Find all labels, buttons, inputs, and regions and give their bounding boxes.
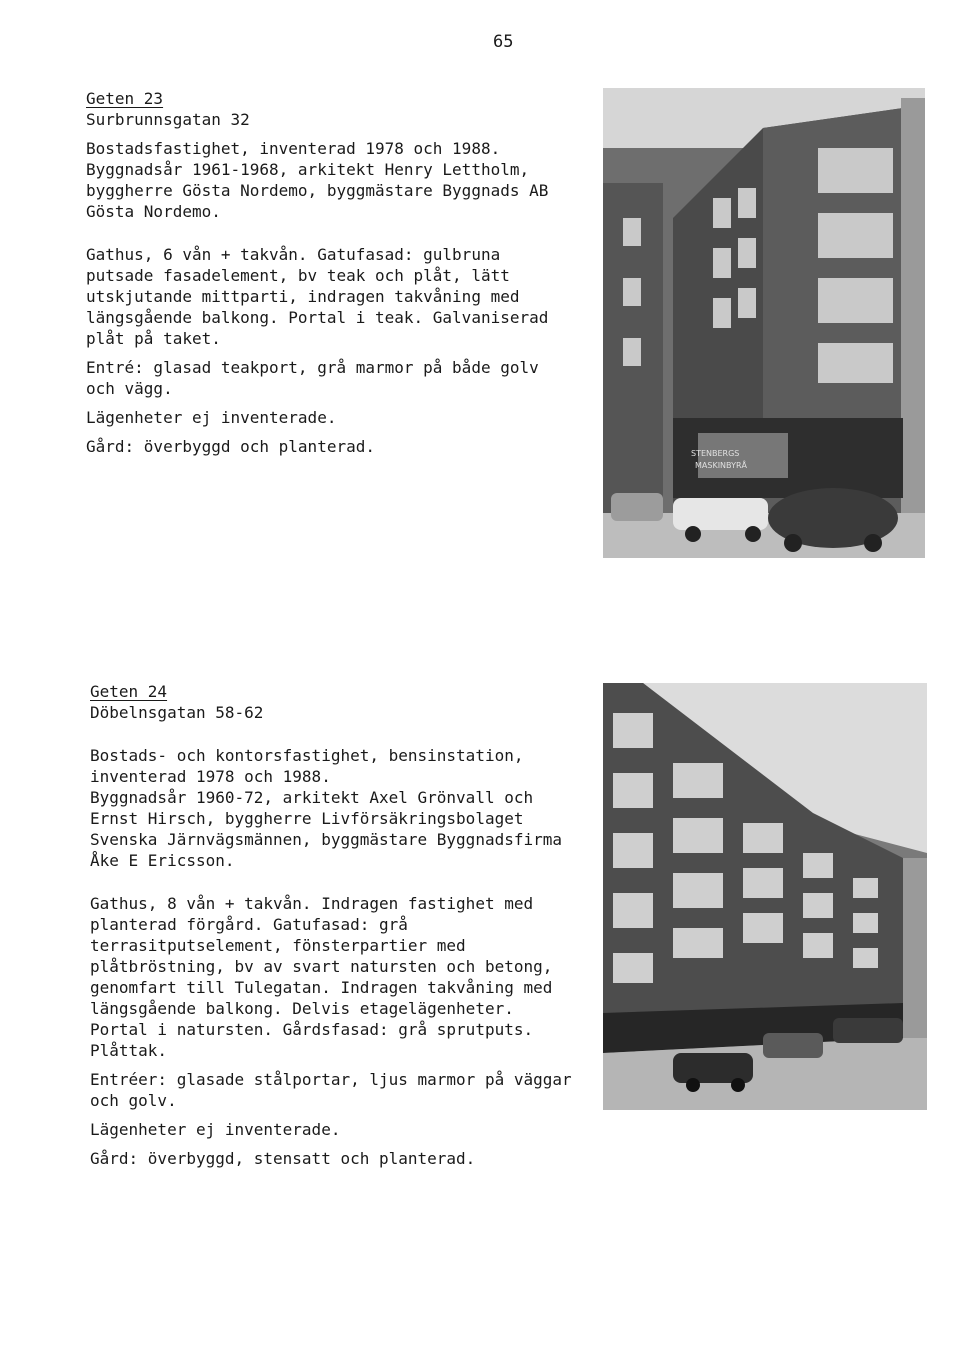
entry-paragraph: Entré: glasad teakport, grå marmor på både golv och vägg.	[86, 358, 539, 398]
entry-address: Surbrunnsgatan 32	[86, 110, 250, 129]
entry-geten-24	[90, 681, 580, 1169]
building-photo-geten-23	[603, 88, 925, 558]
entry-paragraph: Gård: överbyggd och planterad.	[86, 437, 375, 456]
entry-geten-23	[86, 88, 576, 457]
entry-paragraph: Bostads- och kontorsfastighet, bensinstation, inventerad 1978 och 1988.	[90, 746, 524, 786]
entry-paragraph: Gathus, 8 vån + takvån. Indragen fastighet med planterad förgård. Gatufasad: grå terrasitputselement, fönsterpartier med plåtbröstning, bv av svart natursten och betong, genomfart till Tulegatan. Indragen takvåning med längsgående balkong. Delvis etagelägenheter. Portal i natursten. Gårdsfasad: grå sprutputs. Plåttak.	[90, 894, 553, 1060]
entry-paragraph: Lägenheter ej inventerade.	[90, 1120, 341, 1139]
entry-title: Geten 23	[86, 89, 164, 108]
shop-sign-line-1: STENBERGS	[691, 449, 740, 458]
page-number: 65	[493, 32, 514, 52]
entry-paragraph: Bostadsfastighet, inventerad 1978 och 1988. Byggnadsår 1961-1968, arkitekt Henry Lettholm, byggherre Gösta Nordemo, byggmästare Byggnads AB Gösta Nordemo.	[86, 139, 549, 221]
entry-paragraph: Entréer: glasade stålportar, ljus marmor på väggar och golv.	[90, 1070, 572, 1110]
entry-paragraph: Gathus, 6 vån + takvån. Gatufasad: gulbruna putsade fasadelement, bv teak och plåt, lätt utskjutande mittparti, indragen takvåning med längsgående balkong. Portal i teak. Galvaniserad plåt på taket.	[86, 245, 549, 348]
building-photo-geten-24	[603, 683, 927, 1110]
entry-paragraph: Byggnadsår 1960-72, arkitekt Axel Grönvall och Ernst Hirsch, byggherre Livförsäkringsbolaget Svenska Järnvägsmännen, byggmästare Byggnadsfirma Åke E Ericsson.	[90, 788, 563, 870]
entry-paragraph: Lägenheter ej inventerade.	[86, 408, 337, 427]
entry-address: Döbelnsgatan 58-62	[90, 703, 264, 722]
entry-paragraph: Gård: överbyggd, stensatt och planterad.	[90, 1149, 476, 1168]
entry-title: Geten 24	[90, 682, 168, 701]
shop-sign-line-2: MASKINBYRÅ	[695, 461, 748, 470]
